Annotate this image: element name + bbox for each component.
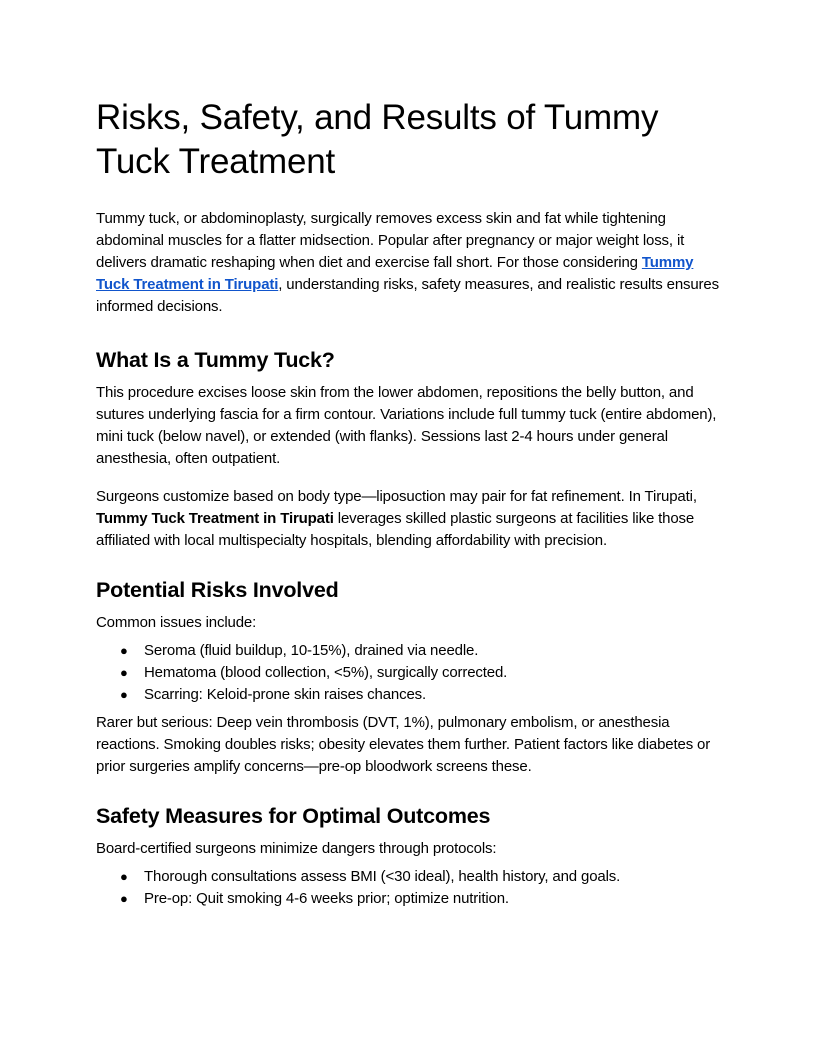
- bullet-icon: ●: [120, 687, 128, 702]
- risks-closing: Rarer but serious: Deep vein thrombosis (DVT, 1%), pulmonary embolism, or anesthesia reactions. Smoking doubles risks; obesity elevates them further. Patient factors like diabetes or prior surgeries amplify concerns—pre-op bloodwork screens these.: [96, 714, 711, 775]
- what-para2-before: Surgeons customize based on body type—liposuction may pair for fat refinement. In Tirupati,: [96, 488, 697, 505]
- safety-item-text: Thorough consultations assess BMI (<30 ideal), health history, and goals.: [144, 868, 621, 885]
- intro-paragraph: [96, 208, 720, 318]
- what-paragraph-1: This procedure excises loose skin from the lower abdomen, repositions the belly button, and sutures underlying fascia for a firm contour. Variations include full tummy tuck (entire abdomen), mini tuck (below navel), or extended (with flanks). Sessions last 2-4 hours under general anesthesia, often outpatient.: [96, 384, 717, 467]
- intro-text-before: Tummy tuck, or abdominoplasty, surgically removes excess skin and fat while tightening abdominal muscles for a flatter midsection. Popular after pregnancy or major weight loss, it delivers dramatic reshaping when diet and exercise fall short. For those considering: [96, 210, 685, 271]
- document-page: [96, 96, 720, 916]
- safety-item-text: Pre-op: Quit smoking 4-6 weeks prior; optimize nutrition.: [144, 890, 509, 907]
- what-paragraph-2: [96, 486, 720, 552]
- section-heading-what: What Is a Tummy Tuck?: [96, 348, 335, 372]
- bullet-icon: ●: [120, 665, 128, 680]
- section-heading-safety: Safety Measures for Optimal Outcomes: [96, 804, 491, 828]
- bullet-icon: ●: [120, 643, 128, 658]
- tummy-tuck-tirupati-link[interactable]: Tummy Tuck Treatment in Tirupati: [96, 254, 694, 293]
- risk-item-text: Hematoma (blood collection, <5%), surgically corrected.: [144, 664, 508, 681]
- what-para2-after: leverages skilled plastic surgeons at facilities like those affiliated with local multispecialty hospitals, blending affordability with precision.: [96, 510, 695, 549]
- safety-list: [96, 866, 720, 910]
- risks-lead: Common issues include:: [96, 614, 257, 631]
- section-heading-risks: Potential Risks Involved: [96, 578, 339, 602]
- what-para2-bold: Tummy Tuck Treatment in Tirupati: [96, 510, 334, 527]
- list-item: [96, 888, 720, 910]
- list-item: [96, 640, 720, 662]
- list-item: [96, 684, 720, 706]
- list-item: [96, 662, 720, 684]
- bullet-icon: ●: [120, 891, 128, 906]
- list-item: [96, 866, 720, 888]
- intro-text-after: , understanding risks, safety measures, and realistic results ensures informed decisions.: [96, 276, 719, 315]
- risk-item-text: Seroma (fluid buildup, 10-15%), drained via needle.: [144, 642, 479, 659]
- page-title: Risks, Safety, and Results of Tummy Tuck Treatment: [96, 98, 659, 181]
- risks-list: [96, 640, 720, 706]
- risk-item-text: Scarring: Keloid-prone skin raises chances.: [144, 686, 427, 703]
- bullet-icon: ●: [120, 869, 128, 884]
- safety-lead: Board-certified surgeons minimize dangers through protocols:: [96, 840, 497, 857]
